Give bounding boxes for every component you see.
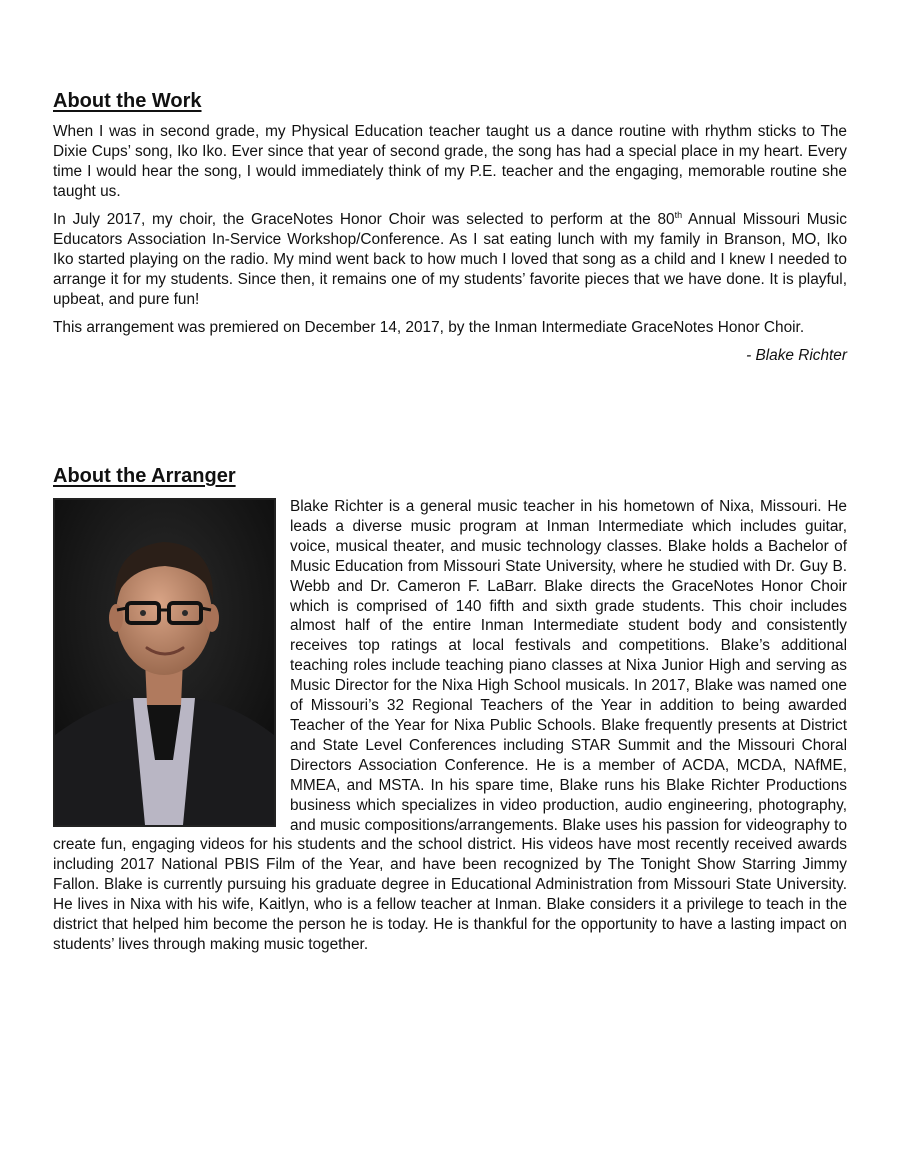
- about-work-paragraph-2: [53, 210, 847, 310]
- about-arranger-section: [53, 463, 847, 955]
- author-signature: - Blake Richter: [746, 347, 847, 364]
- about-work-paragraph-1: When I was in second grade, my Physical Education teacher taught us a dance routine with rhythm sticks to The Dixie Cups’ song, Iko Iko. Ever since that year of second grade, the song has had a special place in my heart. Every time I would hear the song, I would immediately think of my P.E. teacher and the engaging, memorable routine she taught us.: [53, 123, 847, 200]
- paragraph-2-text-start: In July 2017, my choir, the GraceNotes Honor Choir was selected to perform at the 80: [53, 211, 675, 228]
- about-arranger-heading: About the Arranger: [53, 465, 236, 487]
- arranger-portrait-photo: [53, 498, 276, 827]
- about-work-section: [53, 88, 847, 374]
- about-work-heading: About the Work: [53, 90, 202, 112]
- paragraph-2-text-end: Annual Missouri Music Educators Association In-Service Workshop/Conference. As I sat eating lunch with my family in Branson, MO, Iko Iko started playing on the radio. My mind went back to how much I loved that song as a child and I knew I needed to arrange it for my students. Since then, it remains one of my students’ favorite pieces that we have done. It is playful, upbeat, and pure fun!: [53, 211, 847, 308]
- arranger-biography: Blake Richter is a general music teacher in his hometown of Nixa, Missouri. He leads a diverse music program at Inman Intermediate which includes guitar, voice, musical theater, and music technology classes. Blake holds a Bachelor of Music Education from Missouri State University, where he studied with Dr. Guy B. Webb and Dr. Cameron F. LaBarr. Blake directs the GraceNotes Honor Choir which is comprised of 140 fifth and sixth grade students. This choir includes almost half of the entire Inman Intermediate student body and consistently receives top ratings at local festivals and competitions. Blake’s additional teaching roles include teaching piano classes at Nixa Junior High and serving as Music Director for the Nixa High School musicals. In 2017, Blake was named one of Missouri’s 32 Regional Teachers of the Year in addition to being awarded Teacher of the Year for Nixa Public Schools. Blake frequently presents at District and State Level Conferences including STAR Summit and the Missouri Choral Directors Association Conference. He is a member of ACDA, MCDA, NAfME, MMEA, and MSTA. In his spare time, Blake runs his Blake Richter Productions business which specializes in video production, audio engineering, photography, and music compositions/arrangements. Blake uses his passion for videography to create fun, engaging videos for his students and the school district. His videos have most recently received awards including 2017 National PBIS Film of the Year, and have been recognized by The Tonight Show Starring Jimmy Fallon. Blake is currently pursuing his graduate degree in Educational Administration from Missouri State University. He lives in Nixa with his wife, Kaitlyn, who is a fellow teacher at Inman. Blake considers it a privilege to teach in the district that helped him become the person he is today. He is thankful for the opportunity to have a lasting impact on students’ lives through making music together.: [53, 498, 847, 953]
- about-work-paragraph-3: This arrangement was premiered on December 14, 2017, by the Inman Intermediate GraceNotes Honor Choir.: [53, 319, 805, 336]
- ordinal-suffix: th: [674, 209, 683, 220]
